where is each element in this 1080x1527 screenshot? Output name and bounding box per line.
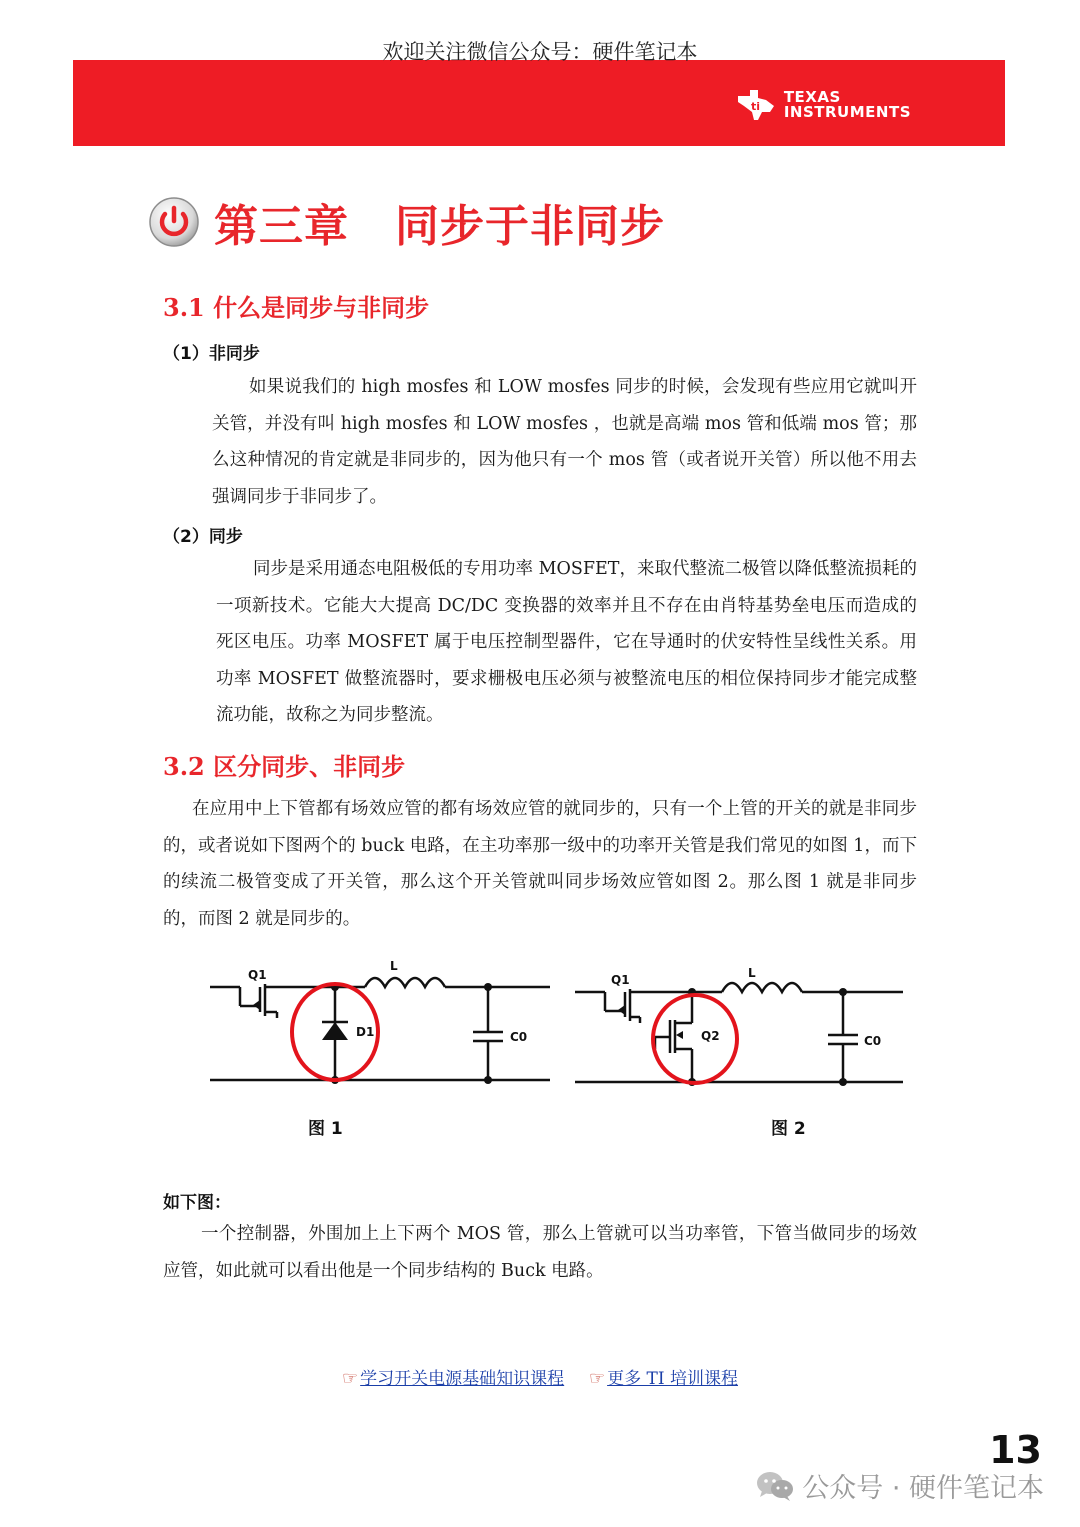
svg-text:ti: ti bbox=[750, 100, 760, 113]
chapter-label: 第三章 bbox=[214, 201, 349, 252]
label-q1: Q1 bbox=[248, 968, 267, 982]
highlight-circle bbox=[653, 995, 737, 1083]
wechat-watermark bbox=[756, 1466, 1044, 1505]
label-c0: C0 bbox=[510, 1030, 528, 1044]
section-3-2-paragraph: 在应用中上下管都有场效应管的都有场效应管的就同步的，只有一个上管的开关的就是非同步的，或者说如下图两个的 buck 电路，在主功率那一级中的功率开关管是我们常见的如图 1，而下的续流二极管变成了开关管，那么这个开关管就叫同步场效应管如图 2。那么图 1 就是非同步的，而图 2 就是同步的。 bbox=[163, 799, 917, 929]
label-q1: Q1 bbox=[611, 973, 630, 987]
header-banner bbox=[73, 60, 1005, 146]
link-power-basics-course[interactable]: 学习开关电源基础知识课程 bbox=[360, 1369, 565, 1389]
pointing-hand-icon: ☞ bbox=[342, 1368, 359, 1389]
subsection-sync-heading: （2）同步 bbox=[163, 527, 243, 547]
label-q2: Q2 bbox=[701, 1029, 720, 1043]
section-3-2-heading: 3.2 区分同步、非同步 bbox=[163, 752, 406, 781]
ti-state-icon bbox=[736, 88, 778, 122]
figure-1-caption: 图 1 bbox=[308, 1119, 343, 1139]
link-more-ti-courses[interactable]: 更多 TI 培训课程 bbox=[607, 1369, 738, 1389]
page-number: 13 bbox=[989, 1428, 1042, 1472]
chapter-heading bbox=[148, 190, 665, 254]
header-note: 欢迎关注微信公众号：硬件笔记本 bbox=[382, 40, 698, 64]
figure-2-circuit bbox=[570, 965, 910, 1095]
wechat-icon bbox=[756, 1470, 794, 1502]
async-paragraph: 如果说我们的 high mosfes 和 LOW mosfes 同步的时候，会发现有些应用它就叫开关管，并没有叫 high mosfes 和 LOW mosfes ，也就是高端 mos 管和低端 mos 管；那么这种情况的肯定就是非同步的，因为他只有一个 mos 管（或者说开关管）所以他不用去强调同步于非同步了。 bbox=[212, 377, 917, 507]
label-l: L bbox=[390, 960, 398, 973]
diode-d1 bbox=[322, 1022, 348, 1040]
figure-2-caption: 图 2 bbox=[771, 1119, 806, 1139]
watermark-text: 公众号 · 硬件笔记本 bbox=[802, 1473, 1044, 1504]
ti-logo-line1: TEXAS bbox=[783, 88, 841, 106]
pointing-hand-icon: ☞ bbox=[588, 1368, 606, 1389]
ti-logo bbox=[736, 88, 911, 122]
label-c0: C0 bbox=[864, 1034, 882, 1048]
power-icon bbox=[148, 196, 200, 248]
below-figure-heading: 如下图： bbox=[163, 1193, 231, 1213]
below-figure-paragraph: 一个控制器，外围加上上下两个 MOS 管，那么上管就可以当功率管，下管当做同步的场效应管，如此就可以看出他是一个同步结构的 Buck 电路。 bbox=[163, 1224, 917, 1281]
figure-1-circuit bbox=[205, 960, 557, 1090]
subsection-async-heading: （1）非同步 bbox=[163, 344, 260, 364]
label-l: L bbox=[748, 966, 756, 980]
course-links bbox=[0, 1364, 1080, 1389]
section-3-1-heading: 3.1 什么是同步与非同步 bbox=[163, 293, 430, 322]
chapter-name: 同步于非同步 bbox=[395, 201, 665, 252]
ti-logo-line2: INSTRUMENTS bbox=[783, 103, 911, 121]
chapter-title bbox=[214, 190, 665, 254]
sync-paragraph: 同步是采用通态电阻极低的专用功率 MOSFET，来取代整流二极管以降低整流损耗的一项新技术。它能大大提高 DC/DC 变换器的效率并且不存在由肖特基势垒电压而造成的死区电压。功率 MOSFET 属于电压控制型器件，它在导通时的伏安特性呈线性关系。用功率 MOSFET 做整流器时，要求栅极电压必须与被整流电压的相位保持同步才能完成整流功能，故称之为同步整流。 bbox=[216, 559, 917, 725]
label-d1: D1 bbox=[356, 1025, 375, 1039]
